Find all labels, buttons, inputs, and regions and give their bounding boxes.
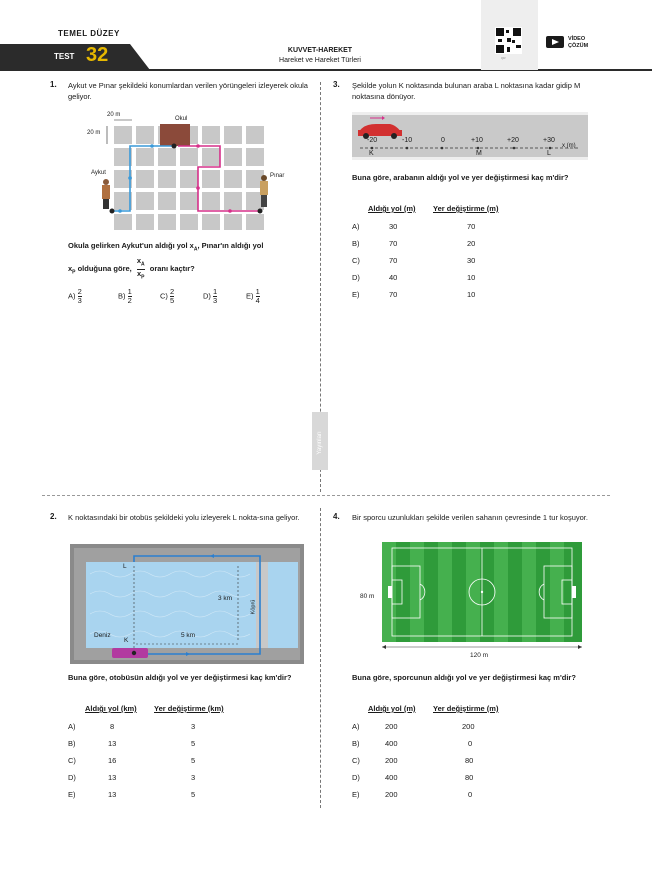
q4-text: Bir sporcu uzunlukları şekilde verilen sahanın çevresinde 1 tur koşuyor. (352, 513, 588, 522)
q4-e-letter: E) (352, 790, 360, 799)
q2-col2: Yer değiştirme (km) (154, 704, 224, 713)
q1-frac-num: x (136, 256, 142, 265)
q4-d-yol: 400 (385, 773, 398, 782)
q2-options (68, 718, 298, 803)
q4-number: 4. (333, 512, 340, 521)
q3-number: 3. (333, 80, 340, 89)
q4-label-width: 120 m (470, 652, 489, 659)
q2-e-yol: 13 (108, 790, 117, 799)
q3-a-yer: 70 (467, 222, 476, 231)
q1-opt-e-den: 4 (255, 296, 260, 305)
q4-a-yer: 200 (462, 722, 475, 731)
q2-a-yer: 3 (191, 722, 196, 731)
level-label: TEMEL DÜZEY (58, 29, 120, 38)
q2-col1: Aldığı yol (km) (85, 704, 137, 713)
q1-q-part3: olduğuna göre, (75, 263, 132, 273)
q2-option-d[interactable] (68, 769, 298, 786)
q2-b-yer: 5 (191, 739, 196, 748)
q4-e-yer: 0 (468, 790, 473, 799)
q4-c-yol: 200 (385, 756, 398, 765)
q1-opt-b-num: 1 (127, 287, 132, 296)
q2-label-kopru: Köprü (250, 599, 257, 615)
q4-a-letter: A) (352, 722, 360, 731)
q4-c-yer: 80 (465, 756, 474, 765)
q1-opt-a-letter: A) (68, 291, 76, 301)
q4-col1: Aldığı yol (m) (368, 704, 416, 713)
q1-opt-c-num: 2 (170, 287, 175, 296)
test-tab (0, 44, 150, 70)
q2-c-letter: C) (68, 756, 76, 765)
q1-q-x: x (68, 263, 73, 273)
aykut-figure (102, 179, 110, 209)
q2-text: K noktasındaki bir otobüs şekildeki yolu izleyerek L nokta-sına geliyor. (68, 513, 300, 522)
q1-option-c[interactable] (160, 288, 174, 305)
q3-e-yer: 10 (467, 290, 476, 299)
q2-label-3km: 3 km (218, 595, 233, 602)
q3-option-e[interactable] (352, 286, 582, 303)
q3-point-k: K (369, 150, 374, 157)
q2-e-letter: E) (68, 790, 76, 799)
q3-e-letter: E) (352, 290, 360, 299)
q3-col1: Aldığı yol (m) (368, 204, 416, 213)
q1-label-scale-x: 20 m (107, 112, 121, 118)
q2-label-5km: 5 km (181, 632, 196, 639)
q3-option-c[interactable] (352, 252, 582, 269)
q3-text: Şekilde yolun K noktasında bulunan araba L noktasına kadar gidip M noktasına dönüyor. (352, 81, 581, 101)
q4-d-yer: 80 (465, 773, 474, 782)
q1-figure (80, 112, 290, 232)
q4-options (352, 718, 582, 803)
q3-option-a[interactable] (352, 218, 582, 235)
q2-label-k: K (124, 637, 129, 644)
video-line1: VİDEO (568, 36, 586, 42)
q2-map-figure (70, 544, 304, 664)
q3-road-figure (352, 112, 588, 160)
q4-col2: Yer değiştirme (m) (433, 704, 499, 713)
q1-text: Aykut ve Pınar şekildeki konumlardan verilen yörüngeleri izleyerek okula geliyor. (68, 81, 308, 101)
q1-label-pinar: Pınar (270, 173, 285, 179)
q3-b-yol: 70 (389, 239, 398, 248)
q1-q-sub-a: A (193, 246, 198, 253)
q3-tick-0: 0 (441, 137, 445, 144)
qr-label: QR (501, 56, 506, 60)
q1-opt-b-den: 2 (127, 296, 132, 305)
q1-label-okul: Okul (175, 116, 188, 122)
q1-option-e[interactable] (246, 288, 260, 305)
test-number: 32 (86, 44, 109, 66)
q1-opt-b-letter: B) (118, 291, 126, 301)
q1-opt-c-letter: C) (160, 291, 168, 301)
q1-option-d[interactable] (203, 288, 217, 305)
q3-options (352, 218, 582, 303)
q3-c-yol: 70 (389, 256, 398, 265)
q3-tick-p20: +20 (507, 137, 519, 144)
q4-option-d[interactable] (352, 769, 582, 786)
topic-title: Hareket ve Hareket Türleri (279, 57, 361, 64)
q4-b-letter: B) (352, 739, 360, 748)
q3-tick-p30: +30 (543, 137, 555, 144)
q4-b-yer: 0 (468, 739, 473, 748)
q3-question: Buna göre, arabanın aldığı yol ve yer değiştirmesi kaç m'dir? (352, 173, 569, 182)
q1-q-part4: oranı kaçtır? (149, 263, 195, 273)
q2-c-yol: 16 (108, 756, 117, 765)
qr-code[interactable] (481, 0, 538, 70)
q2-a-letter: A) (68, 722, 76, 731)
video-play-icon[interactable] (546, 36, 564, 48)
q1-option-a[interactable] (68, 288, 82, 305)
q3-tick-p10: +10 (471, 137, 483, 144)
q1-number: 1. (50, 80, 57, 89)
page-divider (42, 495, 610, 496)
video-label[interactable] (568, 36, 588, 50)
q2-d-yer: 3 (191, 773, 196, 782)
q4-a-yol: 200 (385, 722, 398, 731)
q1-q-part2: , Pınar'ın aldığı yol (197, 241, 264, 250)
column-divider-bottom (320, 508, 321, 808)
q4-c-letter: C) (352, 756, 360, 765)
qr-code-graphic (481, 0, 538, 70)
q1-opt-d-den: 3 (213, 296, 218, 305)
unit-title: KUVVET-HAREKET (287, 47, 353, 54)
q1-frac-den-sub: P (141, 274, 145, 280)
q4-option-c[interactable] (352, 752, 582, 769)
q1-frac-den: x (137, 268, 142, 278)
q1-question-line1 (68, 240, 313, 256)
q2-option-a[interactable] (68, 718, 298, 735)
q3-c-letter: C) (352, 256, 360, 265)
q2-c-yer: 5 (191, 756, 196, 765)
q1-opt-a-num: 2 (77, 287, 82, 296)
q1-question-line2 (68, 257, 313, 281)
q2-a-yol: 8 (110, 722, 115, 731)
q1-label-aykut: Aykut (91, 170, 106, 176)
q4-label-height: 80 m (360, 593, 375, 600)
q2-e-yer: 5 (191, 790, 196, 799)
q1-opt-d-letter: D) (203, 291, 211, 301)
q3-d-letter: D) (352, 273, 360, 282)
q3-a-letter: A) (352, 222, 360, 231)
video-line2: ÇÖZÜM (568, 43, 589, 49)
q2-question: Buna göre, otobüsün aldığı yol ve yer değiştirmesi kaç km'dir? (68, 673, 292, 682)
q3-tick-m10: -10 (402, 137, 413, 144)
q1-opt-a-den: 3 (77, 296, 82, 305)
q3-axis-unit: x (m) (562, 143, 576, 149)
q1-q-sub-p: P (72, 269, 76, 276)
q2-number: 2. (50, 512, 57, 521)
q4-b-yol: 400 (385, 739, 398, 748)
test-label: TEST (54, 52, 75, 61)
q2-d-letter: D) (68, 773, 76, 782)
q4-option-b[interactable] (352, 735, 582, 752)
q1-option-b[interactable] (118, 288, 132, 305)
q3-tick-m20: -20 (367, 137, 378, 144)
school-building (160, 124, 190, 146)
q4-option-e[interactable] (352, 786, 582, 803)
side-tab-text: Yayınları (317, 431, 323, 455)
q1-q-part1: Okula gelirken Aykut'un aldığı yol x (68, 241, 194, 250)
q1-opt-c-den: 5 (170, 296, 175, 305)
header-rule (0, 69, 652, 71)
q3-point-m: M (476, 150, 482, 157)
q2-option-e[interactable] (68, 786, 298, 803)
q2-option-b[interactable] (68, 735, 298, 752)
q3-d-yer: 10 (467, 273, 476, 282)
q3-c-yer: 30 (467, 256, 476, 265)
q2-label-l: L (123, 563, 127, 570)
q4-d-letter: D) (352, 773, 360, 782)
q3-b-yer: 20 (467, 239, 476, 248)
q1-label-scale-y: 20 m (87, 130, 101, 136)
q1-opt-e-letter: E) (246, 291, 254, 301)
q1-options (68, 288, 318, 312)
q3-a-yol: 30 (389, 222, 398, 231)
q2-d-yol: 13 (108, 773, 117, 782)
q3-option-d[interactable] (352, 269, 582, 286)
q4-field-figure (382, 542, 582, 650)
q3-col2: Yer değiştirme (m) (433, 204, 499, 213)
q2-b-letter: B) (68, 739, 76, 748)
q4-question: Buna göre, sporcunun aldığı yol ve yer değiştirmesi kaç m'dir? (352, 673, 576, 682)
q1-frac-num-sub: A (141, 261, 145, 268)
q4-e-yol: 200 (385, 790, 398, 799)
q3-option-b[interactable] (352, 235, 582, 252)
q2-option-c[interactable] (68, 752, 298, 769)
q3-point-l: L (547, 150, 551, 157)
q2-label-deniz: Deniz (94, 632, 111, 639)
q3-d-yol: 40 (389, 273, 398, 282)
q3-b-letter: B) (352, 239, 360, 248)
q4-option-a[interactable] (352, 718, 582, 735)
q1-fraction (137, 257, 145, 281)
q3-e-yol: 70 (389, 290, 398, 299)
q1-opt-d-num: 1 (213, 287, 218, 296)
q2-b-yol: 13 (108, 739, 117, 748)
q2-bus (112, 648, 148, 658)
q1-opt-e-num: 1 (255, 287, 260, 296)
